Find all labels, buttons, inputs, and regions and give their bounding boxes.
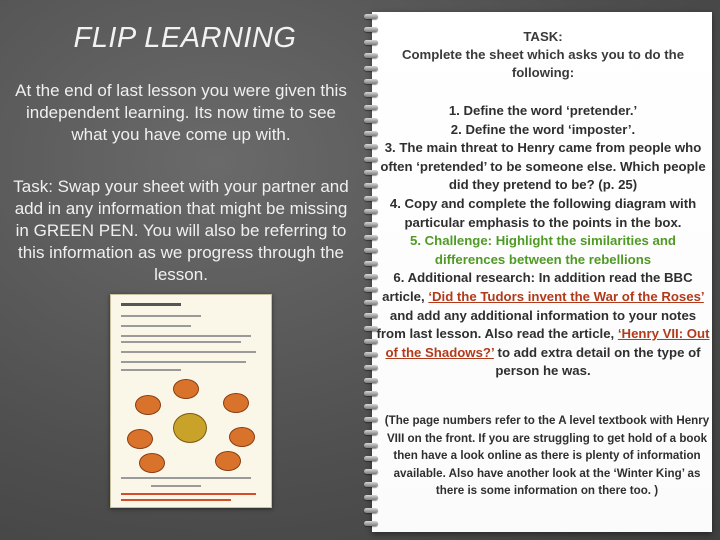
binding-ring	[364, 79, 378, 84]
binding-ring	[364, 495, 378, 500]
bbc-article-link[interactable]: ‘Did the Tudors invent the War of the Roses’	[428, 288, 704, 304]
task-item-text: to add extra detail on the type of person he was.	[493, 344, 701, 379]
task-intro: Complete the sheet which asks you to do the following:	[401, 47, 685, 80]
task-item-2	[376, 121, 710, 140]
binding-ring	[364, 417, 378, 422]
binding-ring	[364, 40, 378, 45]
task-list	[376, 102, 710, 381]
binding-ring	[364, 27, 378, 32]
binding-ring	[364, 443, 378, 448]
task-heading	[380, 28, 706, 82]
binding-ring	[364, 521, 378, 526]
binding-ring	[364, 430, 378, 435]
task-item-number: 6.	[393, 270, 405, 286]
task-item-6	[376, 269, 710, 381]
task-item-text: Additional research: In addition read the BBC article,	[382, 270, 693, 304]
binding-ring	[364, 404, 378, 409]
slide-title: FLIP LEARNING	[73, 22, 297, 54]
task-item-text: and add any additional information to your notes from last lesson. Also read the article,	[376, 307, 697, 342]
henry-vii-article-link[interactable]: ‘Henry VII: Out of the Shadows?’	[385, 326, 710, 360]
binding-ring	[364, 53, 378, 58]
task-item-3	[376, 139, 710, 195]
intro-text: At the end of last lesson you were given this independent learning. Its now time to see what you have come up with.	[15, 81, 347, 144]
task-item-text: The main threat to Henry came from people who often ‘pretended’ to be someone else. Which people did they pretend to be? (p. 25)	[380, 140, 706, 193]
task-item-text: Define the word ‘imposter’.	[465, 121, 636, 137]
task-item-number: 4.	[389, 195, 401, 211]
task-item-number: 5.	[409, 233, 421, 249]
binding-ring	[364, 92, 378, 97]
task-item-text: Challenge: Highlight the similarities and differences between the rebellions	[424, 233, 676, 267]
binding-ring	[364, 391, 378, 396]
task-label: TASK:	[523, 29, 563, 44]
binding-ring	[364, 456, 378, 461]
task-item-number: 3.	[384, 140, 396, 156]
task-item-text: Copy and complete the following diagram with particular emphasis to the points in the box.	[404, 195, 697, 230]
textbook-note: (The page numbers refer to the A level textbook with Henry VIII on the front. If you are struggling to get hold of a book then have a look online as there is plenty of information available. Also have another look at the ‘Winter King’ as there is some information on there too. )	[384, 414, 710, 497]
task-item-4	[376, 195, 710, 232]
binding-ring	[364, 508, 378, 513]
task-item-number: 1.	[448, 103, 460, 118]
binding-ring	[364, 482, 378, 487]
worksheet-thumbnail	[110, 294, 272, 508]
swap-task-text: Task: Swap your sheet with your partner and add in any information that might be missing in GREEN PEN. You will also be referring to this information as we progress through the lesson.	[13, 177, 349, 284]
task-item-number: 2.	[450, 121, 462, 137]
binding-ring	[364, 14, 378, 19]
binding-ring	[364, 66, 378, 71]
task-item-1	[376, 102, 710, 121]
task-item-text: Define the word ‘pretender.’	[463, 103, 638, 118]
task-item-5	[376, 232, 710, 269]
binding-ring	[364, 469, 378, 474]
